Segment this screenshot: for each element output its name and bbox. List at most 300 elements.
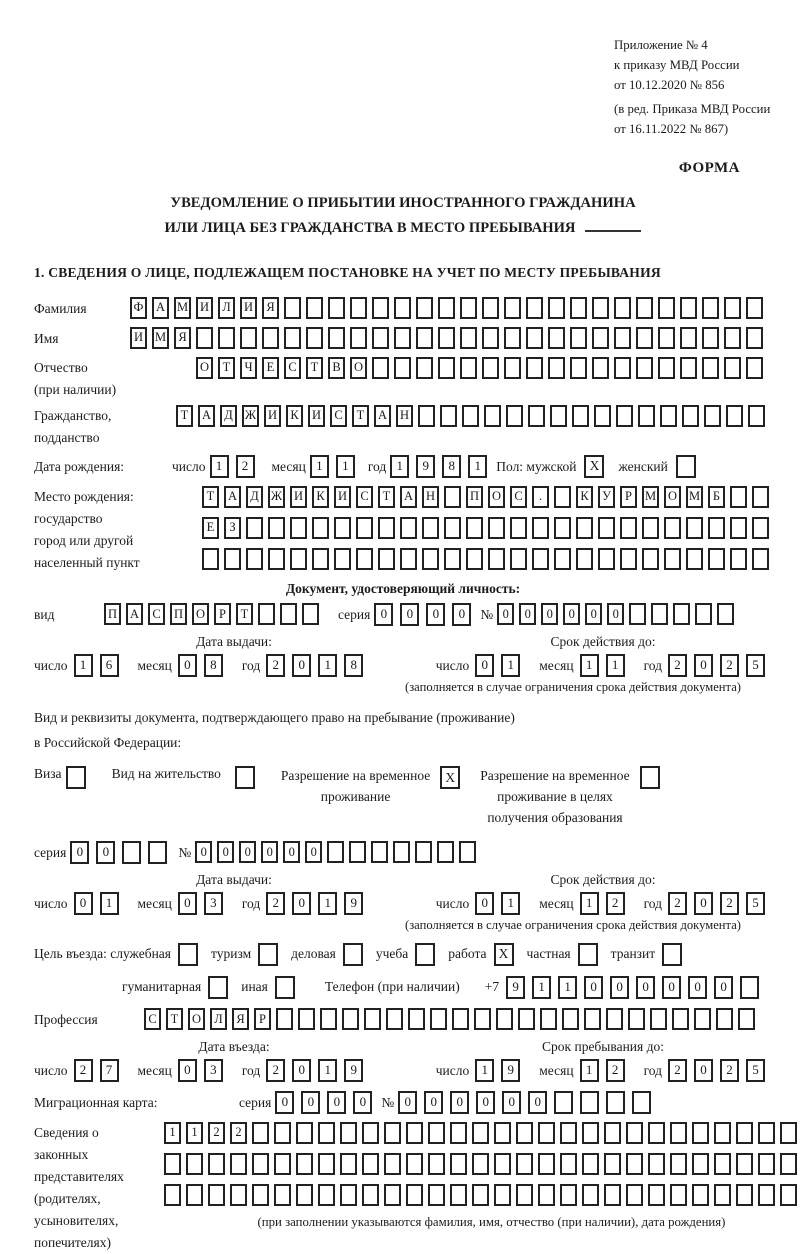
form-cell[interactable] (362, 1153, 379, 1175)
form-cell[interactable] (371, 841, 388, 863)
form-cell[interactable] (736, 1184, 753, 1206)
form-cell[interactable]: 2 (266, 654, 285, 677)
form-cell[interactable] (340, 1184, 357, 1206)
form-cell[interactable] (780, 1122, 797, 1144)
form-cell[interactable] (614, 327, 631, 349)
form-cell[interactable]: О (664, 486, 681, 508)
form-cell[interactable] (516, 1153, 533, 1175)
form-cell[interactable] (274, 1122, 291, 1144)
form-cell[interactable] (312, 548, 329, 570)
form-cell[interactable]: 1 (186, 1122, 203, 1144)
form-cell[interactable] (620, 548, 637, 570)
form-cell[interactable] (208, 1184, 225, 1206)
form-cell[interactable] (717, 603, 734, 625)
form-cell[interactable]: 1 (468, 455, 487, 478)
form-cell[interactable] (616, 405, 633, 427)
form-cell[interactable]: 0 (353, 1091, 372, 1114)
form-cell[interactable] (664, 517, 681, 539)
form-cell[interactable]: 0 (195, 841, 212, 863)
form-cell[interactable] (576, 517, 593, 539)
form-cell[interactable] (780, 1153, 797, 1175)
form-cell[interactable] (340, 1122, 357, 1144)
work-checkbox[interactable]: X (494, 943, 514, 966)
form-cell[interactable]: С (510, 486, 527, 508)
study-checkbox[interactable] (415, 943, 435, 966)
form-cell[interactable] (290, 517, 307, 539)
form-cell[interactable] (686, 548, 703, 570)
form-cell[interactable] (296, 1153, 313, 1175)
form-cell[interactable] (540, 1008, 557, 1030)
form-cell[interactable] (584, 1008, 601, 1030)
form-cell[interactable] (268, 517, 285, 539)
form-cell[interactable] (450, 1153, 467, 1175)
form-cell[interactable]: Р (214, 603, 231, 625)
form-cell[interactable]: 0 (292, 1059, 311, 1082)
form-cell[interactable] (580, 1091, 599, 1114)
form-cell[interactable] (758, 1184, 775, 1206)
form-cell[interactable] (702, 357, 719, 379)
form-cell[interactable] (438, 297, 455, 319)
form-cell[interactable] (494, 1122, 511, 1144)
form-cell[interactable]: Т (306, 357, 323, 379)
form-cell[interactable] (422, 517, 439, 539)
form-cell[interactable] (528, 405, 545, 427)
form-cell[interactable]: Я (174, 327, 191, 349)
visa-checkbox[interactable] (66, 766, 86, 789)
form-cell[interactable] (606, 1091, 625, 1114)
form-cell[interactable]: 9 (506, 976, 525, 999)
form-cell[interactable] (384, 1184, 401, 1206)
form-cell[interactable]: 0 (541, 603, 558, 625)
form-cell[interactable]: 2 (606, 892, 625, 915)
form-cell[interactable]: И (334, 486, 351, 508)
form-cell[interactable] (730, 517, 747, 539)
form-cell[interactable] (704, 405, 721, 427)
form-cell[interactable] (692, 1184, 709, 1206)
form-cell[interactable] (658, 357, 675, 379)
form-cell[interactable] (306, 297, 323, 319)
form-cell[interactable]: 0 (400, 603, 419, 626)
form-cell[interactable] (349, 841, 366, 863)
form-cell[interactable] (488, 548, 505, 570)
form-cell[interactable]: К (312, 486, 329, 508)
form-cell[interactable] (406, 1153, 423, 1175)
form-cell[interactable]: 8 (344, 654, 363, 677)
form-cell[interactable] (724, 327, 741, 349)
form-cell[interactable] (629, 603, 646, 625)
form-cell[interactable]: 1 (74, 654, 93, 677)
form-cell[interactable] (673, 603, 690, 625)
form-cell[interactable]: 0 (292, 654, 311, 677)
form-cell[interactable] (472, 1153, 489, 1175)
form-cell[interactable] (428, 1122, 445, 1144)
business-checkbox[interactable] (343, 943, 363, 966)
form-cell[interactable]: 1 (606, 654, 625, 677)
form-cell[interactable] (518, 1008, 535, 1030)
form-cell[interactable] (504, 297, 521, 319)
form-cell[interactable] (350, 327, 367, 349)
form-cell[interactable]: Т (352, 405, 369, 427)
form-cell[interactable] (284, 297, 301, 319)
form-cell[interactable]: А (198, 405, 215, 427)
form-cell[interactable]: 0 (275, 1091, 294, 1114)
form-cell[interactable] (362, 1122, 379, 1144)
form-cell[interactable] (252, 1122, 269, 1144)
form-cell[interactable] (418, 405, 435, 427)
form-cell[interactable] (400, 548, 417, 570)
form-cell[interactable] (506, 405, 523, 427)
form-cell[interactable] (626, 1153, 643, 1175)
form-cell[interactable] (318, 1122, 335, 1144)
form-cell[interactable]: 0 (584, 976, 603, 999)
form-cell[interactable]: 0 (96, 841, 115, 864)
form-cell[interactable]: 5 (746, 892, 765, 915)
form-cell[interactable] (560, 1153, 577, 1175)
form-cell[interactable]: А (400, 486, 417, 508)
form-cell[interactable] (384, 1153, 401, 1175)
form-cell[interactable]: 0 (563, 603, 580, 625)
form-cell[interactable] (598, 548, 615, 570)
form-cell[interactable]: 0 (178, 892, 197, 915)
form-cell[interactable] (334, 517, 351, 539)
form-cell[interactable] (444, 517, 461, 539)
form-cell[interactable] (440, 405, 457, 427)
form-cell[interactable] (626, 1184, 643, 1206)
form-cell[interactable] (290, 548, 307, 570)
transit-checkbox[interactable] (662, 943, 682, 966)
form-cell[interactable] (526, 297, 543, 319)
form-cell[interactable]: 0 (292, 892, 311, 915)
form-cell[interactable] (504, 327, 521, 349)
form-cell[interactable]: 2 (720, 654, 739, 677)
form-cell[interactable] (356, 548, 373, 570)
form-cell[interactable]: К (576, 486, 593, 508)
male-checkbox[interactable]: X (584, 455, 604, 478)
form-cell[interactable] (680, 357, 697, 379)
form-cell[interactable] (430, 1008, 447, 1030)
form-cell[interactable] (276, 1008, 293, 1030)
form-cell[interactable]: Ч (240, 357, 257, 379)
form-cell[interactable] (306, 327, 323, 349)
form-cell[interactable] (664, 548, 681, 570)
form-cell[interactable] (460, 327, 477, 349)
form-cell[interactable]: 0 (301, 1091, 320, 1114)
form-cell[interactable]: 1 (580, 892, 599, 915)
form-cell[interactable] (572, 405, 589, 427)
form-cell[interactable] (393, 841, 410, 863)
form-cell[interactable]: 0 (714, 976, 733, 999)
form-cell[interactable]: Д (246, 486, 263, 508)
form-cell[interactable] (488, 517, 505, 539)
form-cell[interactable] (592, 357, 609, 379)
form-cell[interactable] (724, 297, 741, 319)
form-cell[interactable] (648, 1184, 665, 1206)
form-cell[interactable] (472, 1122, 489, 1144)
form-cell[interactable] (636, 327, 653, 349)
form-cell[interactable]: М (174, 297, 191, 319)
form-cell[interactable] (510, 517, 527, 539)
form-cell[interactable] (416, 357, 433, 379)
form-cell[interactable] (122, 841, 141, 864)
form-cell[interactable] (378, 548, 395, 570)
form-cell[interactable] (516, 1184, 533, 1206)
form-cell[interactable]: И (290, 486, 307, 508)
form-cell[interactable] (636, 357, 653, 379)
temp-permit-edu-checkbox[interactable] (640, 766, 660, 789)
form-cell[interactable]: 1 (310, 455, 329, 478)
form-cell[interactable] (460, 297, 477, 319)
form-cell[interactable] (318, 1184, 335, 1206)
form-cell[interactable] (342, 1008, 359, 1030)
form-cell[interactable]: 0 (178, 1059, 197, 1082)
form-cell[interactable] (400, 517, 417, 539)
form-cell[interactable] (384, 1122, 401, 1144)
form-cell[interactable] (230, 1153, 247, 1175)
form-cell[interactable]: 0 (217, 841, 234, 863)
form-cell[interactable]: 0 (305, 841, 322, 863)
form-cell[interactable] (716, 1008, 733, 1030)
form-cell[interactable]: 2 (208, 1122, 225, 1144)
form-cell[interactable] (450, 1122, 467, 1144)
form-cell[interactable]: 0 (283, 841, 300, 863)
form-cell[interactable] (570, 297, 587, 319)
form-cell[interactable] (680, 297, 697, 319)
form-cell[interactable]: А (224, 486, 241, 508)
form-cell[interactable] (340, 1153, 357, 1175)
form-cell[interactable] (626, 1122, 643, 1144)
form-cell[interactable]: С (356, 486, 373, 508)
form-cell[interactable] (532, 548, 549, 570)
form-cell[interactable]: 1 (475, 1059, 494, 1082)
form-cell[interactable]: 2 (266, 892, 285, 915)
form-cell[interactable]: 1 (558, 976, 577, 999)
form-cell[interactable]: 0 (610, 976, 629, 999)
form-cell[interactable]: 1 (580, 654, 599, 677)
form-cell[interactable]: 0 (607, 603, 624, 625)
form-cell[interactable]: 1 (501, 654, 520, 677)
form-cell[interactable] (280, 603, 297, 625)
form-cell[interactable]: 5 (746, 1059, 765, 1082)
form-cell[interactable]: 9 (344, 1059, 363, 1082)
form-cell[interactable] (592, 297, 609, 319)
form-cell[interactable]: Л (218, 297, 235, 319)
form-cell[interactable] (538, 1153, 555, 1175)
form-cell[interactable] (268, 548, 285, 570)
form-cell[interactable] (428, 1153, 445, 1175)
form-cell[interactable]: С (330, 405, 347, 427)
form-cell[interactable]: 0 (476, 1091, 495, 1114)
form-cell[interactable] (274, 1184, 291, 1206)
form-cell[interactable] (708, 548, 725, 570)
form-cell[interactable] (208, 1153, 225, 1175)
form-cell[interactable] (218, 327, 235, 349)
form-cell[interactable] (532, 517, 549, 539)
form-cell[interactable] (312, 517, 329, 539)
form-cell[interactable]: С (284, 357, 301, 379)
form-cell[interactable] (670, 1153, 687, 1175)
form-cell[interactable] (604, 1122, 621, 1144)
form-cell[interactable] (648, 1153, 665, 1175)
form-cell[interactable]: 0 (374, 603, 393, 626)
form-cell[interactable] (494, 1153, 511, 1175)
form-cell[interactable]: С (144, 1008, 161, 1030)
form-cell[interactable]: 2 (74, 1059, 93, 1082)
form-cell[interactable]: Т (166, 1008, 183, 1030)
form-cell[interactable] (252, 1153, 269, 1175)
form-cell[interactable] (582, 1153, 599, 1175)
form-cell[interactable]: П (170, 603, 187, 625)
form-cell[interactable] (562, 1008, 579, 1030)
residence-permit-checkbox[interactable] (235, 766, 255, 789)
form-cell[interactable] (484, 405, 501, 427)
form-cell[interactable]: Я (232, 1008, 249, 1030)
form-cell[interactable] (406, 1184, 423, 1206)
private-checkbox[interactable] (578, 943, 598, 966)
form-cell[interactable] (378, 517, 395, 539)
form-cell[interactable]: 0 (261, 841, 278, 863)
form-cell[interactable] (450, 1184, 467, 1206)
form-cell[interactable] (604, 1184, 621, 1206)
form-cell[interactable] (638, 405, 655, 427)
form-cell[interactable]: . (532, 486, 549, 508)
form-cell[interactable] (415, 841, 432, 863)
form-cell[interactable]: 8 (204, 654, 223, 677)
form-cell[interactable] (474, 1008, 491, 1030)
form-cell[interactable] (736, 1153, 753, 1175)
form-cell[interactable] (328, 327, 345, 349)
form-cell[interactable]: 0 (662, 976, 681, 999)
form-cell[interactable] (714, 1122, 731, 1144)
form-cell[interactable] (576, 548, 593, 570)
form-cell[interactable]: Т (378, 486, 395, 508)
form-cell[interactable] (526, 327, 543, 349)
form-cell[interactable]: 0 (475, 892, 494, 915)
form-cell[interactable] (672, 1008, 689, 1030)
form-cell[interactable] (284, 327, 301, 349)
form-cell[interactable] (746, 327, 763, 349)
form-cell[interactable] (738, 1008, 755, 1030)
form-cell[interactable]: 0 (398, 1091, 417, 1114)
form-cell[interactable]: З (224, 517, 241, 539)
form-cell[interactable] (466, 548, 483, 570)
form-cell[interactable]: 0 (636, 976, 655, 999)
form-cell[interactable] (614, 357, 631, 379)
form-cell[interactable] (164, 1184, 181, 1206)
form-cell[interactable] (164, 1153, 181, 1175)
official-checkbox[interactable] (178, 943, 198, 966)
form-cell[interactable] (670, 1122, 687, 1144)
form-cell[interactable] (444, 548, 461, 570)
form-cell[interactable] (550, 405, 567, 427)
form-cell[interactable] (682, 405, 699, 427)
form-cell[interactable]: Т (202, 486, 219, 508)
form-cell[interactable]: 0 (452, 603, 471, 626)
form-cell[interactable]: 1 (501, 892, 520, 915)
humanitarian-checkbox[interactable] (208, 976, 228, 999)
form-cell[interactable]: О (188, 1008, 205, 1030)
form-cell[interactable] (372, 297, 389, 319)
form-cell[interactable]: 2 (230, 1122, 247, 1144)
form-cell[interactable]: 2 (668, 892, 687, 915)
form-cell[interactable] (758, 1122, 775, 1144)
form-cell[interactable] (582, 1122, 599, 1144)
form-cell[interactable] (394, 297, 411, 319)
form-cell[interactable]: 1 (210, 455, 229, 478)
form-cell[interactable] (658, 327, 675, 349)
form-cell[interactable]: 2 (668, 1059, 687, 1082)
form-cell[interactable]: Т (176, 405, 193, 427)
form-cell[interactable] (372, 327, 389, 349)
form-cell[interactable]: 6 (100, 654, 119, 677)
form-cell[interactable]: Н (422, 486, 439, 508)
form-cell[interactable] (372, 357, 389, 379)
form-cell[interactable]: 1 (318, 1059, 337, 1082)
form-cell[interactable]: 0 (424, 1091, 443, 1114)
form-cell[interactable] (582, 1184, 599, 1206)
form-cell[interactable] (692, 1153, 709, 1175)
form-cell[interactable]: 3 (204, 1059, 223, 1082)
form-cell[interactable]: М (642, 486, 659, 508)
form-cell[interactable] (386, 1008, 403, 1030)
form-cell[interactable]: П (104, 603, 121, 625)
form-cell[interactable] (452, 1008, 469, 1030)
form-cell[interactable]: Л (210, 1008, 227, 1030)
form-cell[interactable] (362, 1184, 379, 1206)
form-cell[interactable] (548, 357, 565, 379)
form-cell[interactable]: Ж (242, 405, 259, 427)
form-cell[interactable] (752, 517, 769, 539)
form-cell[interactable]: 1 (390, 455, 409, 478)
form-cell[interactable] (416, 297, 433, 319)
form-cell[interactable] (422, 548, 439, 570)
form-cell[interactable] (394, 357, 411, 379)
form-cell[interactable] (758, 1153, 775, 1175)
form-cell[interactable] (327, 841, 344, 863)
form-cell[interactable]: Р (620, 486, 637, 508)
form-cell[interactable] (298, 1008, 315, 1030)
form-cell[interactable]: О (350, 357, 367, 379)
form-cell[interactable] (356, 517, 373, 539)
form-cell[interactable]: Р (254, 1008, 271, 1030)
form-cell[interactable]: 0 (426, 603, 445, 626)
form-cell[interactable] (730, 548, 747, 570)
form-cell[interactable]: Е (202, 517, 219, 539)
form-cell[interactable] (752, 486, 769, 508)
form-cell[interactable]: С (148, 603, 165, 625)
form-cell[interactable] (752, 548, 769, 570)
form-cell[interactable]: 0 (178, 654, 197, 677)
form-cell[interactable] (408, 1008, 425, 1030)
form-cell[interactable] (570, 327, 587, 349)
form-cell[interactable]: 0 (70, 841, 89, 864)
form-cell[interactable] (328, 297, 345, 319)
form-cell[interactable] (686, 517, 703, 539)
form-cell[interactable] (296, 1184, 313, 1206)
form-cell[interactable]: А (126, 603, 143, 625)
form-cell[interactable]: 2 (606, 1059, 625, 1082)
form-cell[interactable]: И (264, 405, 281, 427)
form-cell[interactable]: 1 (318, 892, 337, 915)
form-cell[interactable] (196, 327, 213, 349)
form-cell[interactable] (428, 1184, 445, 1206)
form-cell[interactable]: 0 (694, 1059, 713, 1082)
form-cell[interactable]: 2 (266, 1059, 285, 1082)
form-cell[interactable] (510, 548, 527, 570)
form-cell[interactable] (736, 1122, 753, 1144)
form-cell[interactable]: 2 (668, 654, 687, 677)
form-cell[interactable] (560, 1184, 577, 1206)
form-cell[interactable] (472, 1184, 489, 1206)
